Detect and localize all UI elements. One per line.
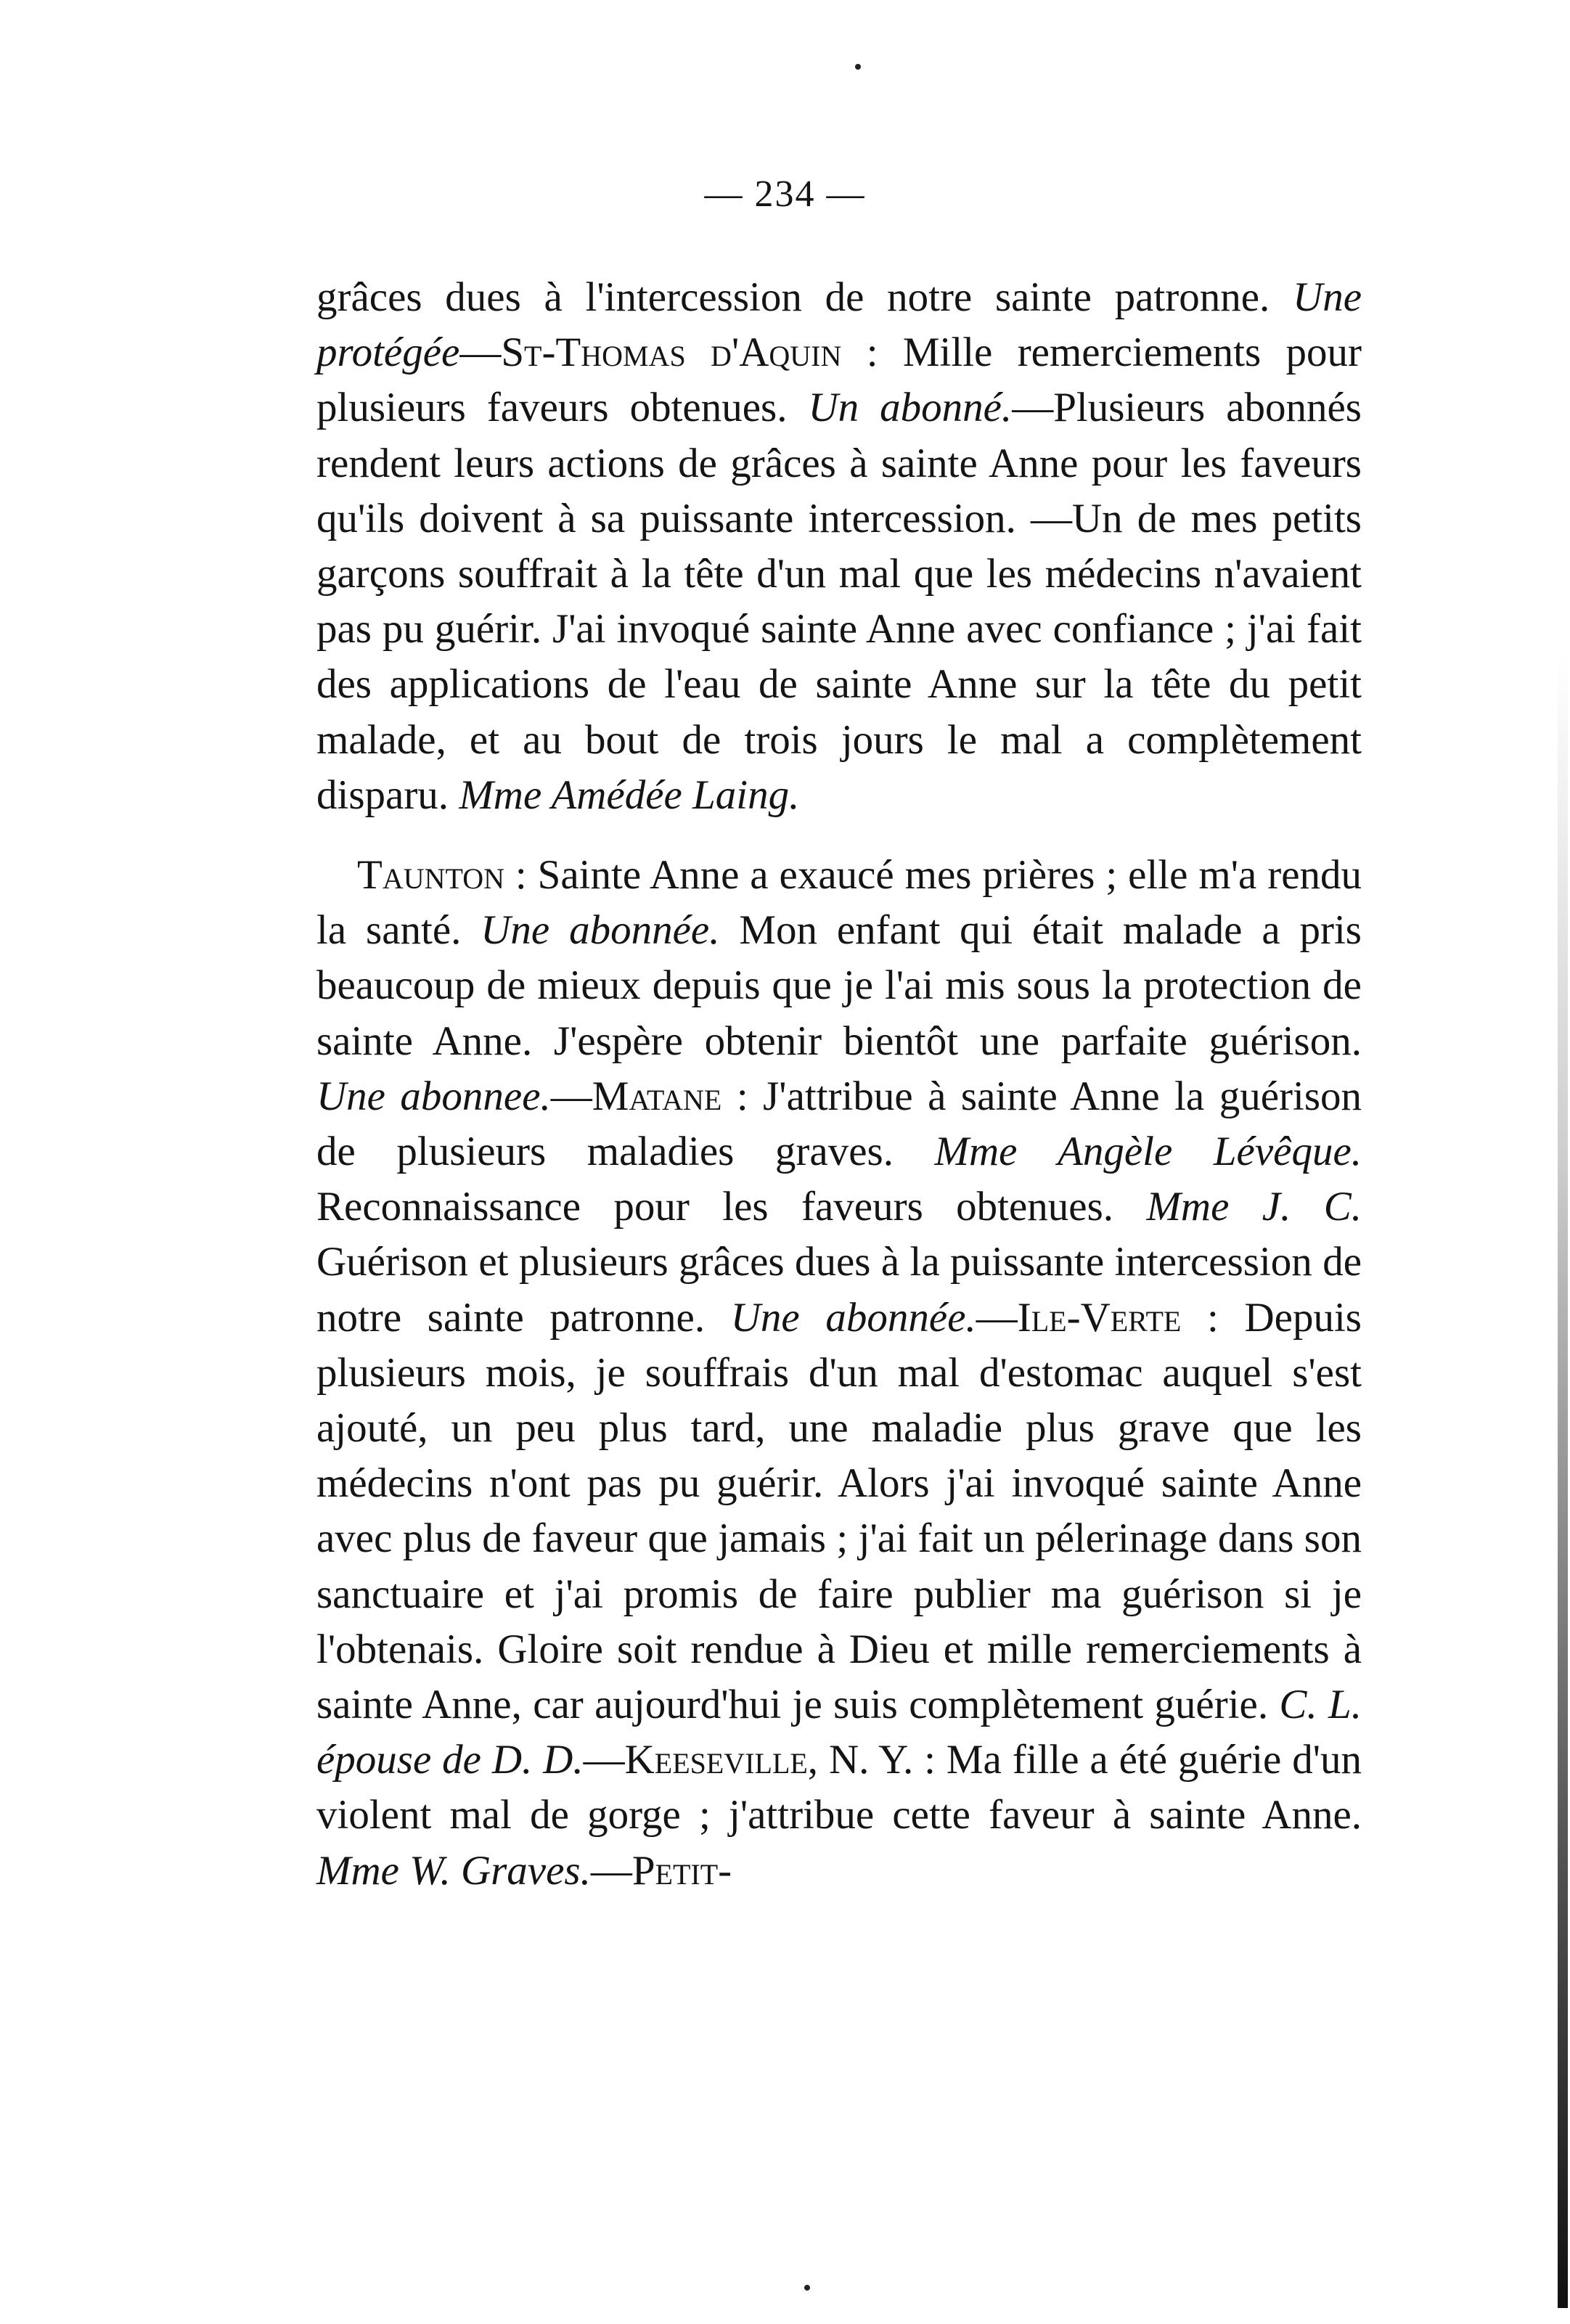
paragraph-1: grâces dues à l'intercession de notre sainte patronne. Une protégée—St-Thomas d'Aquin : Mille remerciements pour plusieurs faveurs obtenues. Un abonné.—Plusieurs abonnés rendent leurs actions de grâces à sainte Anne pour les faveurs qu'ils doivent à sa puissante intercession. —Un de mes petits garçons souffrait à la tête d'un mal que les médecins n'avaient pas pu guérir. J'ai invoqué sainte Anne avec confiance ; j'ai fait des applications de l'eau de sainte Anne sur la tête du petit malade, et au bout de trois jours le mal a complètement disparu. Mme Amédée Laing. — [316, 274, 1362, 818]
ink-speck — [855, 64, 861, 70]
paragraph-2: Taunton : Sainte Anne a exaucé mes prières ; elle m'a rendu la santé. Une abonnée. Mon enfant qui était malade a pris beaucoup de mieux depuis que je l'ai mis sous la protection de sainte Anne. J'espère obtenir bientôt une parfaite guérison. Une abonnee.—Matane : J'attribue à sainte Anne la guérison de plusieurs maladies graves. Mme Angèle Lévêque. Reconnaissance pour les faveurs obtenues. Mme J. C. Guérison et plusieurs grâces dues à la puissante intercession de notre sainte patronne. Une abonnée.—Ile-Verte : Depuis plusieurs mois, je souffrais d'un mal d'estomac auquel s'est ajouté, un peu plus tard, une maladie plus grave que les médecins n'ont pas pu guérir. Alors j'ai invoqué sainte Anne avec plus de faveur que jamais ; j'ai fait un pélerinage dans son sanctuaire et j'ai promis de faire publier ma guérison si je l'obtenais. Gloire soit rendue à Dieu et mille remerciements à sainte Anne, car aujourd'hui je suis complètement guérie. C. L. épouse de D. D.—Keeseville, N. Y. : Ma fille a été guérie d'un violent mal de gorge ; j'attribue cette faveur à sainte Anne. Mme W. Graves.—Petit- — [316, 852, 1362, 1894]
italic-text: C. L. épouse de D. D. — [316, 1682, 1362, 1783]
italic-text: Mme W. Graves. — [316, 1847, 591, 1894]
place-name: St-Thomas d'Aquin — [501, 330, 842, 376]
page-number: — 234 — — [704, 173, 866, 215]
italic-text: Une protégée — [316, 274, 1362, 376]
place-name: Keeseville, N. Y. — [624, 1737, 914, 1783]
place-name: Ile-Verte — [1017, 1294, 1182, 1341]
italic-text: Une abonnée. — [481, 907, 720, 954]
place-name: Matane — [592, 1073, 722, 1119]
italic-text: Mme Angèle Lévêque. — [934, 1129, 1362, 1175]
page-binding-edge — [1558, 653, 1568, 2308]
italic-text: Une abonnée. — [730, 1294, 976, 1341]
body-text — [316, 270, 1362, 1899]
ink-speck — [804, 2285, 810, 2291]
place-name: Petit- — [631, 1847, 732, 1894]
place-name: Taunton — [357, 852, 504, 899]
italic-text: Un abonné. — [808, 385, 1013, 431]
italic-text: Mme J. C. — [1146, 1184, 1362, 1230]
italic-text: Une abonnee. — [316, 1073, 551, 1119]
italic-text: Mme Amédée Laing. — [459, 772, 800, 818]
